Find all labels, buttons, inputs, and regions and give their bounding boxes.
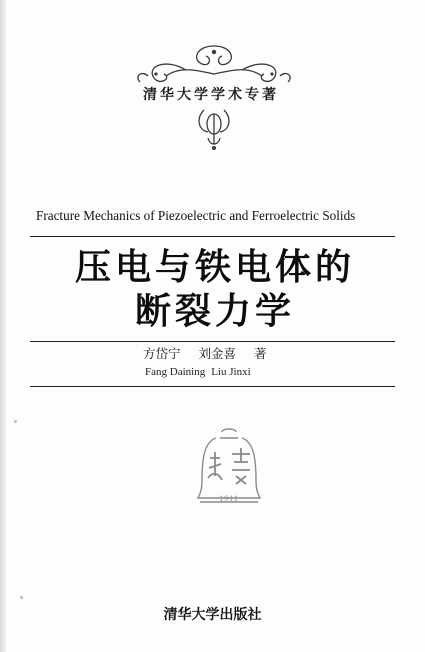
english-title: Fracture Mechanics of Piezoelectric and Ferroelectric Solids [36, 208, 356, 223]
tsinghua-bell-seal-icon [196, 428, 262, 520]
author-2-en: Liu Jinxi [211, 366, 251, 378]
author-2-zh: 刘金喜 [198, 346, 237, 361]
author-1-zh: 方岱宁 [143, 346, 181, 361]
author-role-zh: 著 [254, 346, 267, 361]
series-title: 清华大学学术专著 [143, 87, 279, 103]
bell-seal-graphic [196, 428, 262, 520]
scan-speck [14, 420, 17, 423]
author-1-en: Fang Daining [145, 366, 206, 378]
scan-speck [20, 596, 23, 599]
chinese-title-line-1: 压电与铁电体的 [74, 247, 355, 288]
title-top-rule [30, 236, 395, 237]
scan-edge [0, 0, 6, 652]
publisher-name: 清华大学出版社 [163, 607, 262, 623]
authors-chinese [143, 344, 285, 362]
authors-bottom-rule [30, 386, 395, 387]
authors-top-rule [30, 341, 395, 342]
authors-english [145, 366, 257, 378]
series-banner [100, 83, 322, 107]
chinese-title-line-2: 断裂力学 [134, 291, 295, 332]
seal-year: 1911 [219, 494, 239, 503]
